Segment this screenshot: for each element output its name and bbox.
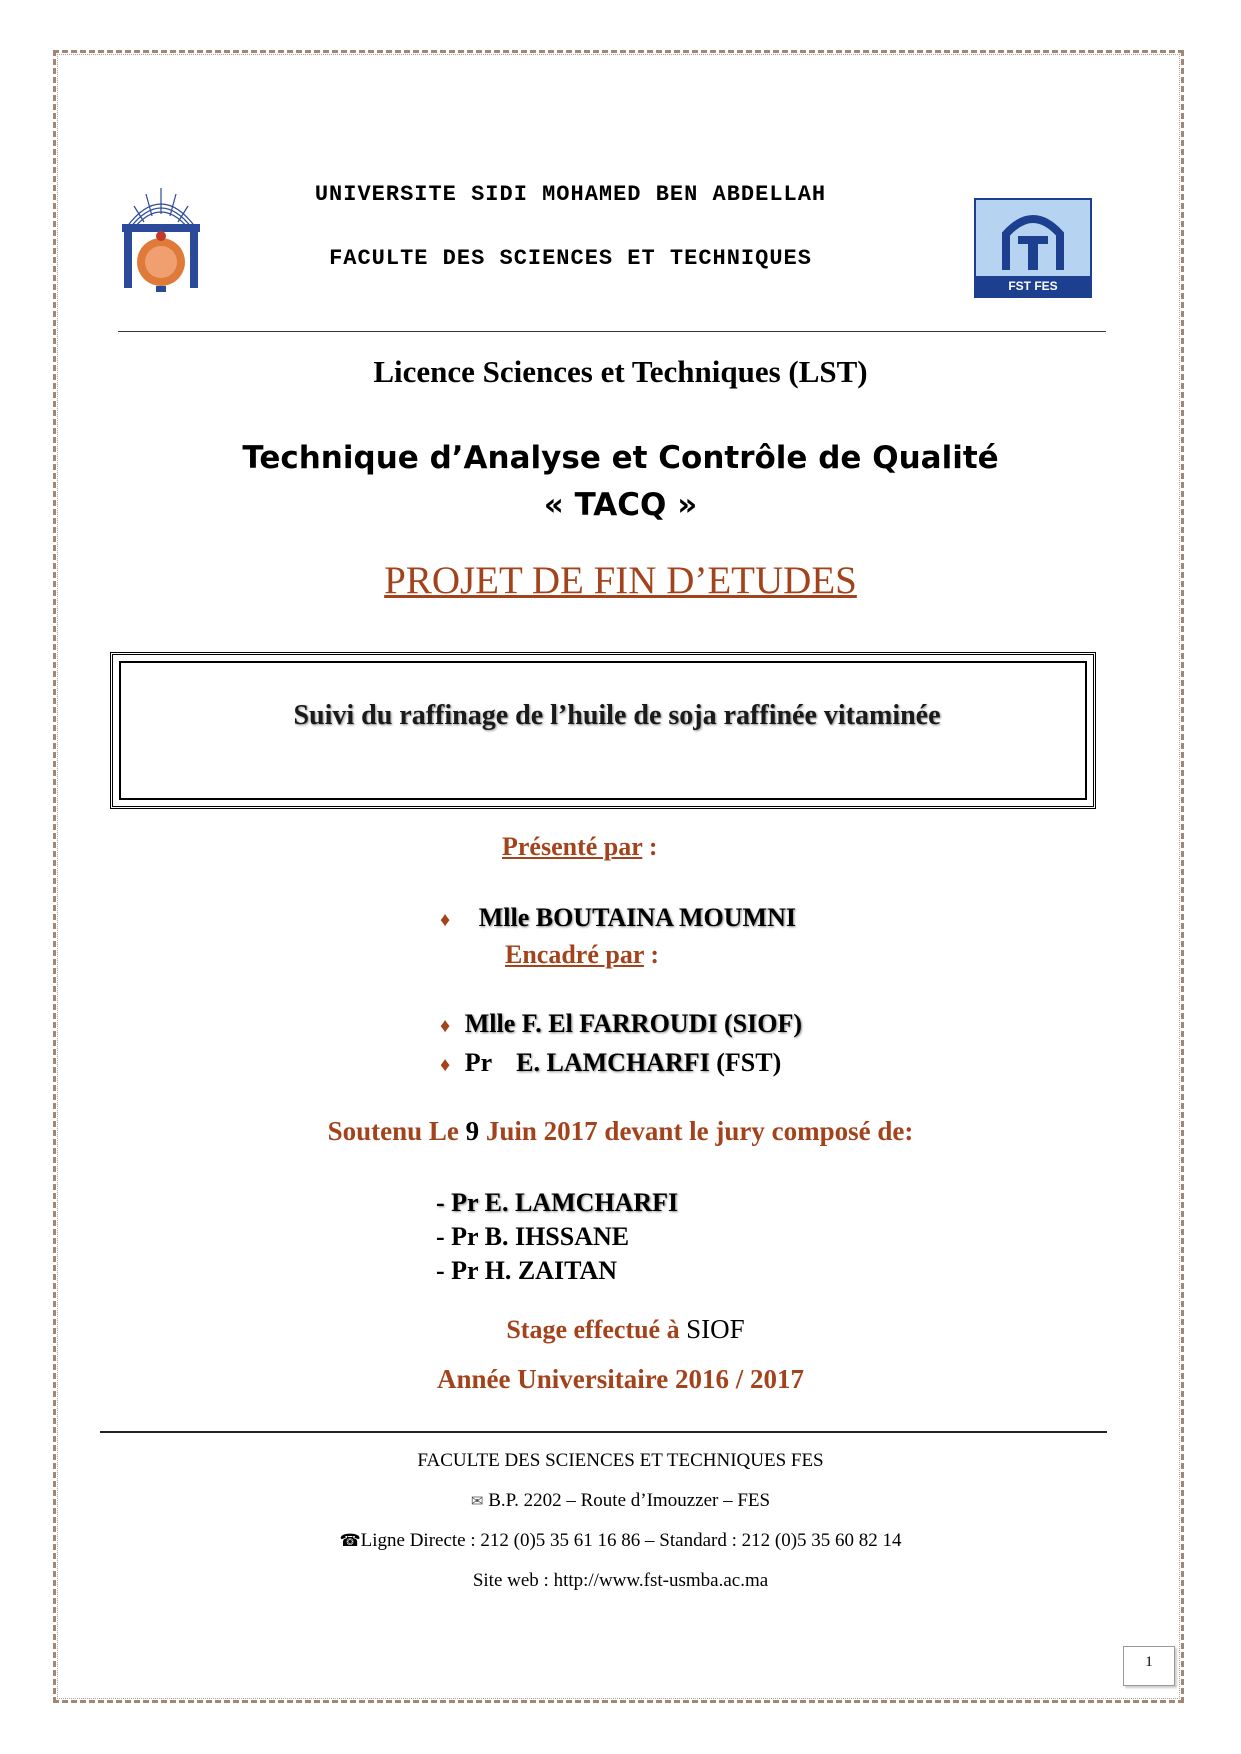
supervised-by: Encadré par : — [505, 940, 660, 969]
project-label: PROJET DE FIN D’ETUDES — [384, 559, 857, 602]
header-divider — [118, 331, 1106, 332]
supervisor-1: Mlle F. El FARROUDI (SIOF) — [464, 1009, 802, 1038]
footer-address: ✉ B.P. 2202 – Route d’Imouzzer – FES — [470, 1490, 771, 1511]
fst-fes-logo-icon — [974, 198, 1092, 298]
track-acronym: « TACQ » — [543, 487, 698, 523]
degree-title: Licence Sciences et Techniques (LST) — [373, 354, 868, 389]
jury-list — [436, 1184, 678, 1290]
footer-phone: ☎Ligne Directe : 212 (0)5 35 61 16 86 – Standard : 212 (0)5 35 60 82 14 — [339, 1530, 902, 1551]
internship-line: Stage effectué à SIOF — [506, 1314, 745, 1344]
jury-member: - Pr H. ZAITAN — [436, 1256, 618, 1285]
presented-by: Présenté par : — [502, 832, 658, 861]
thesis-title-box — [110, 652, 1096, 809]
defense-line: Soutenu Le 9 Juin 2017 devant le jury composé de: — [327, 1116, 914, 1146]
bullet-diamond-icon: ♦ — [440, 1054, 451, 1076]
telephone-icon: ☎ — [339, 1531, 361, 1550]
university-name: UNIVERSITE SIDI MOHAMED BEN ABDELLAH — [314, 182, 827, 207]
student-name: Mlle BOUTAINA MOUMNI — [478, 903, 796, 932]
footer-divider — [100, 1431, 1107, 1433]
track-title: Technique d’Analyse et Contrôle de Qualité — [242, 440, 999, 476]
supervisor-2-org: (FST) — [709, 1048, 782, 1077]
page-number-box — [1123, 1646, 1175, 1686]
jury-member: - Pr E. LAMCHARFI — [436, 1188, 679, 1217]
envelope-icon: ✉ — [470, 1494, 484, 1510]
internship-place: SIOF — [686, 1314, 745, 1344]
supervisor-2-name: E. LAMCHARFI — [516, 1048, 710, 1077]
student-row — [440, 903, 796, 933]
presented-by-label: Présenté par — [502, 832, 643, 861]
supervisor-row-1 — [440, 1009, 802, 1039]
supervisor-2-title: Pr — [464, 1048, 492, 1077]
bullet-diamond-icon: ♦ — [440, 909, 451, 931]
supervisor-row-2 — [440, 1048, 781, 1078]
page-number: 1 — [1145, 1654, 1153, 1670]
fst-logo-label: FST FES — [976, 276, 1090, 296]
academic-year: Année Universitaire 2016 / 2017 — [437, 1364, 804, 1394]
footer-website: Site web : http://www.fst-usmba.ac.ma — [472, 1570, 769, 1591]
footer-name: FACULTE DES SCIENCES ET TECHNIQUES FES — [417, 1450, 824, 1471]
university-seal-icon — [116, 184, 206, 296]
jury-member: - Pr B. IHSSANE — [436, 1222, 630, 1251]
faculty-name: FACULTE DES SCIENCES ET TECHNIQUES — [329, 246, 812, 271]
bullet-diamond-icon: ♦ — [440, 1015, 451, 1037]
supervised-by-label: Encadré par — [505, 940, 644, 969]
thesis-title: Suivi du raffinage de l’huile de soja raffinée vitaminée — [293, 700, 941, 731]
defense-day: 9 — [465, 1116, 480, 1146]
